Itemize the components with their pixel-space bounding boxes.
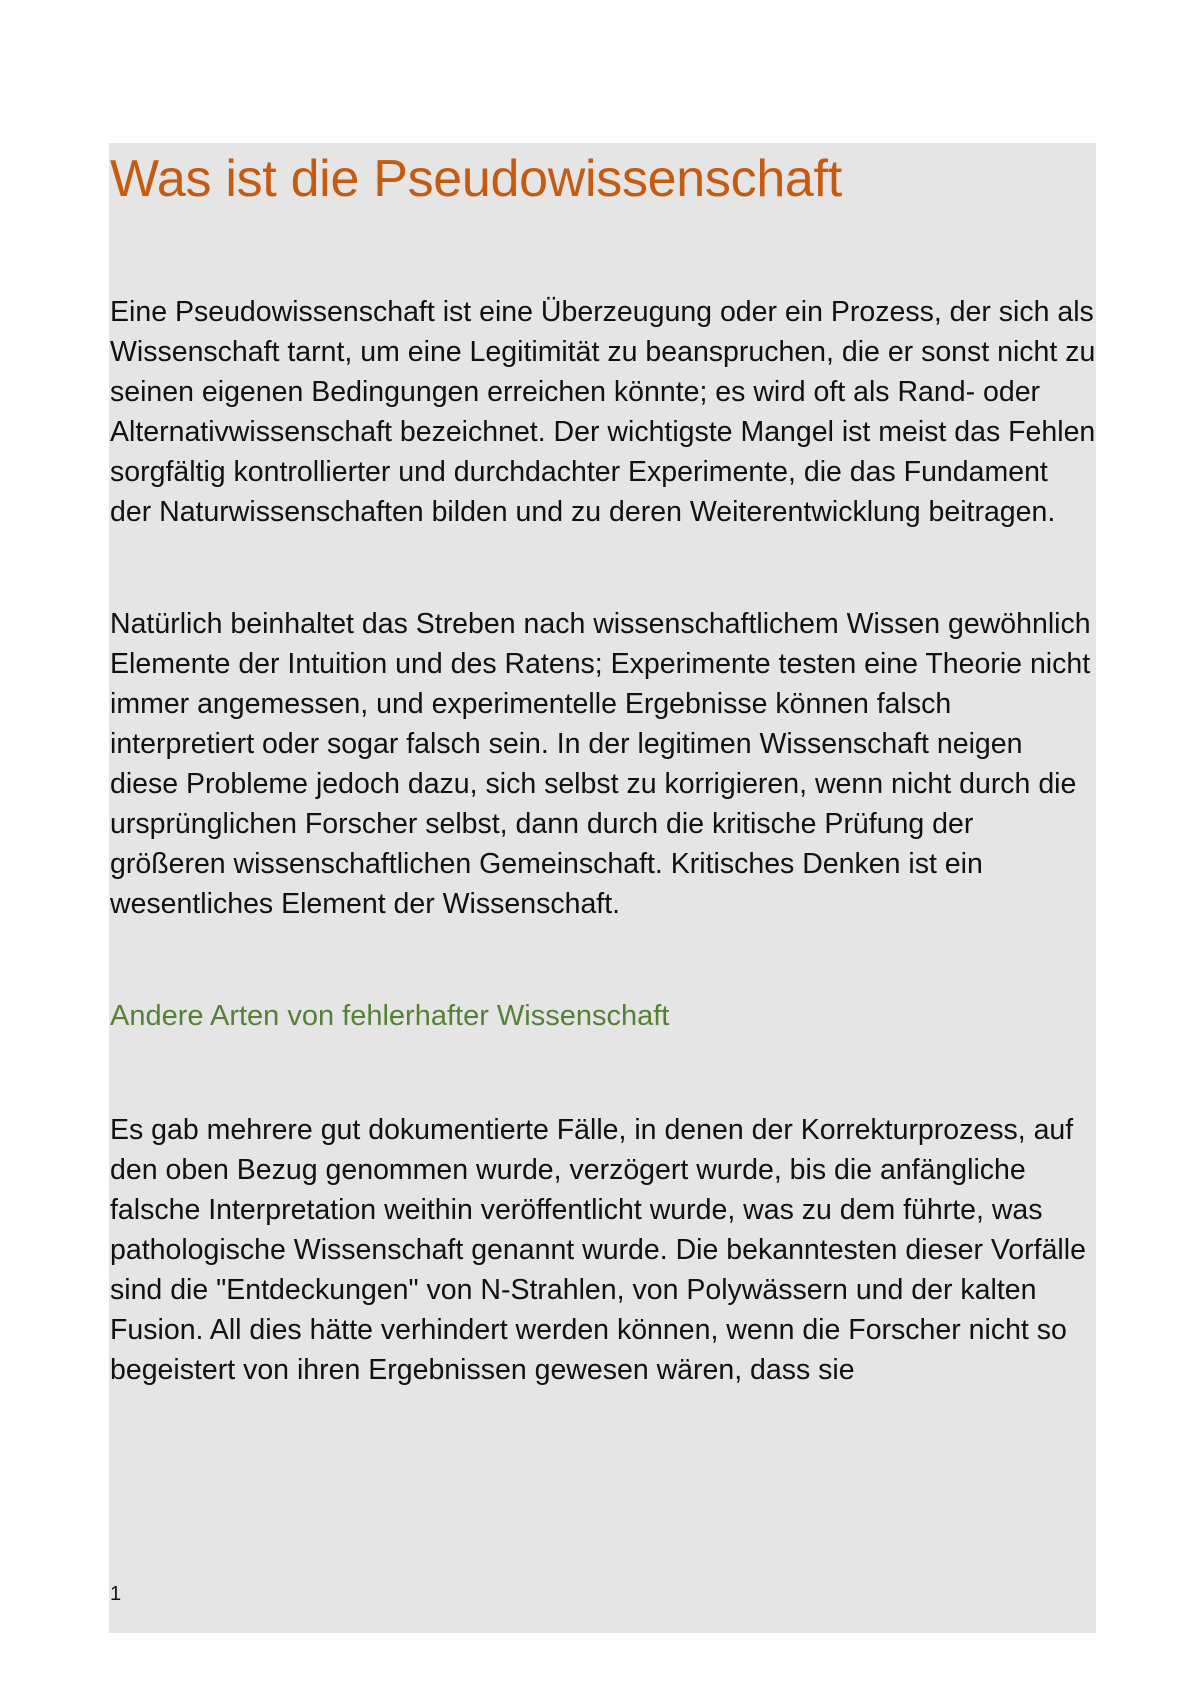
paragraph-pathological-science: Es gab mehrere gut dokumentierte Fälle, in denen der Korrekturprozess, auf den oben Bezug genommen wurde, verzögert wurde, bis die anfängliche falsche Interpretation weithin veröffentlicht wurde, was zu dem führte, was pathologische Wissenschaft genannt wurde. Die bekanntesten dieser Vorfälle sind die "Entdeckungen" von N-Strahlen, von Polywässern und der kalten Fusion. All dies hätte verhindert werden können, wenn die Forscher nicht so begeistert von ihren Ergebnissen gewesen wären, dass sie [110,1114,1086,1386]
page-number: 1 [110,1583,122,1605]
document-body [110,143,1096,1390]
paragraph-scientific-knowledge: Natürlich beinhaltet das Streben nach wissenschaftlichem Wissen gewöhnlich Elemente der Intuition und des Ratens; Experimente testen eine Theorie nicht immer angemessen, und experimentelle Ergebnisse können falsch interpretiert oder sogar falsch sein. In der legitimen Wissenschaft neigen diese Probleme jedoch dazu, sich selbst zu korrigieren, wenn nicht durch die ursprünglichen Forscher selbst, dann durch die kritische Prüfung der größeren wissenschaftlichen Gemeinschaft. Kritisches Denken ist ein wesentliches Element der Wissenschaft. [110,608,1091,920]
paragraph-intro: Eine Pseudowissenschaft ist eine Überzeugung oder ein Prozess, der sich als Wissenschaft tarnt, um eine Legitimität zu beanspruchen, die er sonst nicht zu seinen eigenen Bedingungen erreichen könnte; es wird oft als Rand- oder Alternativwissenschaft bezeichnet. Der wichtigste Mangel ist meist das Fehlen sorgfältig kontrollierter und durchdachter Experimente, die das Fundament der Naturwissenschaften bilden und zu deren Weiterentwicklung beitragen. [110,296,1096,528]
section-heading: Andere Arten von fehlerhafter Wissenschaft [110,1000,670,1032]
document-title: Was ist die Pseudowissenschaft [110,150,842,208]
